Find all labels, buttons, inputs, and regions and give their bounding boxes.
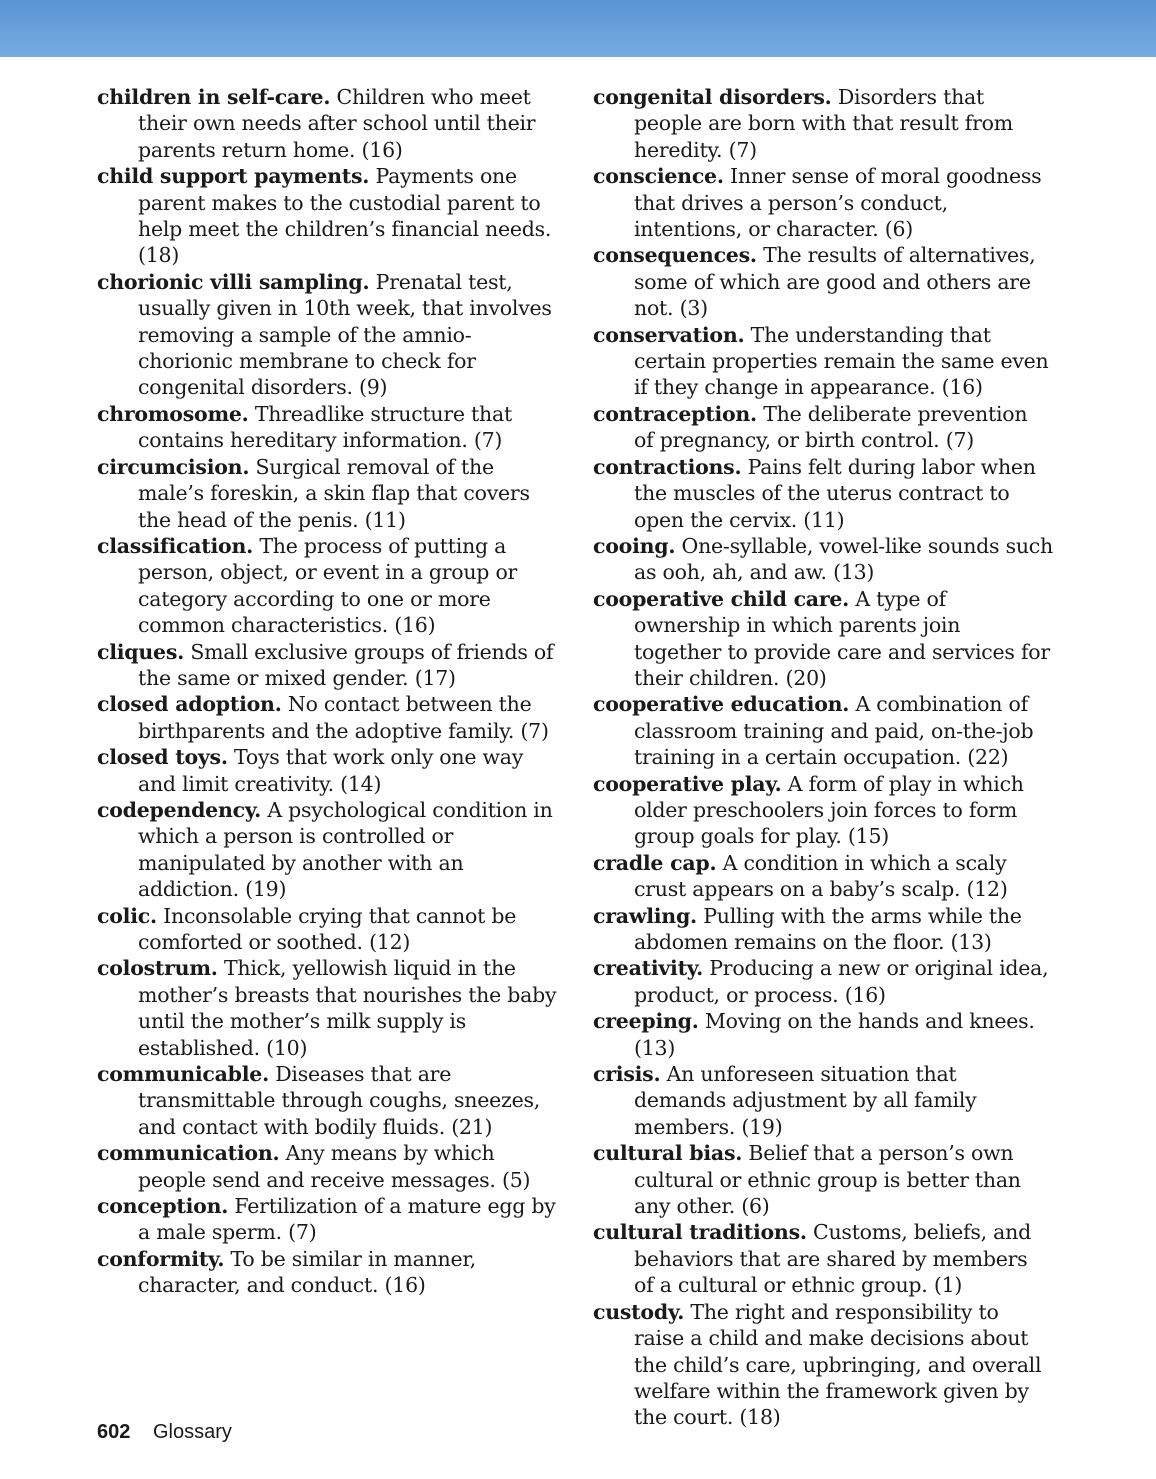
glossary-entry xyxy=(97,84,559,163)
glossary-entry xyxy=(593,84,1053,163)
section-label: Glossary xyxy=(153,1421,232,1443)
glossary-term: closed toys. xyxy=(97,745,228,770)
glossary-entry xyxy=(593,533,1053,586)
glossary-entry xyxy=(593,903,1053,956)
glossary-definition: Payments one parent makes to the custodial parent to help meet the children’s financial needs. (18) xyxy=(138,164,552,268)
glossary-definition: Customs, beliefs, and behaviors that are shared by members of a cultural or ethnic group. (1) xyxy=(634,1220,1031,1298)
glossary-term: conformity. xyxy=(97,1246,225,1271)
glossary-definition: Diseases that are transmittable through coughs, sneezes, and contact with bodily fluids. (21) xyxy=(138,1062,540,1139)
glossary-column-right xyxy=(593,84,1053,1431)
glossary-definition: Producing a new or original idea, product, or process. (16) xyxy=(634,956,1049,1007)
glossary-definition: To be similar in manner, character, and conduct. (16) xyxy=(138,1246,476,1298)
glossary-entry xyxy=(593,771,1053,850)
glossary-definition: The deliberate prevention of pregnancy, or birth control. (7) xyxy=(634,401,1028,453)
glossary-entry xyxy=(593,850,1053,903)
glossary-definition: The process of putting a person, object, or event in a group or category according to one or more common characteristics. (16) xyxy=(138,533,518,638)
glossary-term: conception. xyxy=(97,1194,229,1219)
glossary-term: colostrum. xyxy=(97,956,218,981)
glossary-definition: Children who meet their own needs after school until their parents return home. (16) xyxy=(138,85,536,162)
glossary-definition: A type of ownership in which parents join together to provide care and services for their children. (20) xyxy=(634,586,1050,690)
glossary-term: cultural bias. xyxy=(593,1141,743,1166)
glossary-term: colic. xyxy=(97,903,157,928)
glossary-definition: Prenatal test, usually given in 10th week, that involves removing a sample of the amnio-chorionic membrane to check for congenital disorders. (9) xyxy=(138,269,552,400)
glossary-entry xyxy=(97,454,559,533)
glossary-definition: Pulling with the arms while the abdomen remains on the floor. (13) xyxy=(634,903,1022,954)
glossary-term: contraception. xyxy=(593,401,757,426)
glossary-definition: Pains felt during labor when the muscles of the uterus contract to open the cervix. (11) xyxy=(634,454,1036,532)
glossary-definition: Disorders that people are born with that result from heredity. (7) xyxy=(634,85,1013,162)
page-number: 602 xyxy=(97,1421,131,1443)
glossary-entry xyxy=(593,1140,1053,1219)
glossary-entry xyxy=(593,322,1053,401)
glossary-entry xyxy=(97,955,559,1061)
glossary-term: congenital disorders. xyxy=(593,85,832,109)
glossary-definition: A condition in which a scaly crust appears on a baby’s scalp. (12) xyxy=(634,850,1008,902)
glossary-entry xyxy=(97,903,559,956)
glossary-term: conservation. xyxy=(593,322,745,347)
glossary-definition: Small exclusive groups of friends of the same or mixed gender. (17) xyxy=(138,639,554,690)
glossary-definition: A combination of classroom training and paid, on-the-job training in a certain occupation. (22) xyxy=(634,692,1034,770)
glossary-definition: One-syllable, vowel-like sounds such as ooh, ah, and aw. (13) xyxy=(634,533,1053,585)
glossary-definition: Fertilization of a mature egg by a male sperm. (7) xyxy=(138,1194,556,1245)
glossary-term: child support payments. xyxy=(97,164,370,189)
glossary-definition: Any means by which people send and receive messages. (5) xyxy=(138,1141,531,1192)
glossary-entry xyxy=(97,691,559,744)
glossary-term: cliques. xyxy=(97,639,185,664)
glossary-entry xyxy=(97,797,559,903)
glossary-entry xyxy=(593,586,1053,692)
glossary-entry xyxy=(97,163,559,269)
glossary-term: chromosome. xyxy=(97,401,249,426)
glossary-definition: Thick, yellowish liquid in the mother’s breasts that nourishes the baby until the mother’s milk supply is established. (10) xyxy=(138,956,557,1060)
glossary-entry xyxy=(593,401,1053,454)
glossary-definition: Inner sense of moral goodness that drives a person’s conduct, intentions, or character. (6) xyxy=(634,164,1042,242)
glossary-term: children in self-care. xyxy=(97,85,331,109)
glossary-term: crawling. xyxy=(593,903,697,928)
glossary-definition: The right and responsibility to raise a child and make decisions about the child’s care, upbringing, and overall welfare within the framework given by the court. (18) xyxy=(634,1299,1042,1430)
glossary-term: chorionic villi sampling. xyxy=(97,269,370,294)
glossary-term: cooperative education. xyxy=(593,692,850,717)
glossary-definition: Inconsolable crying that cannot be comforted or soothed. (12) xyxy=(138,903,517,954)
glossary-definition: Surgical removal of the male’s foreskin, a skin flap that covers the head of the penis. (11) xyxy=(138,454,530,532)
glossary-term: cultural traditions. xyxy=(593,1220,807,1245)
glossary-column-left xyxy=(97,84,559,1299)
glossary-entry xyxy=(593,691,1053,770)
glossary-definition: A form of play in which older preschoolers join forces to form group goals for play. (15) xyxy=(634,771,1024,849)
glossary-definition: An unforeseen situation that demands adjustment by all family members. (19) xyxy=(634,1062,977,1139)
glossary-term: circumcision. xyxy=(97,454,250,479)
glossary-entry xyxy=(97,1193,559,1246)
glossary-term: crisis. xyxy=(593,1062,661,1087)
glossary-entry xyxy=(97,269,559,401)
glossary-definition: The understanding that certain properties remain the same even if they change in appearance. (16) xyxy=(634,322,1049,400)
glossary-entry xyxy=(97,744,559,797)
glossary-term: cooing. xyxy=(593,533,676,558)
glossary-entry xyxy=(593,1061,1053,1140)
glossary-definition: A psychological condition in which a person is controlled or manipulated by another with an addiction. (19) xyxy=(138,797,553,902)
glossary-term: cooperative play. xyxy=(593,771,782,796)
glossary-term: cooperative child care. xyxy=(593,586,850,611)
glossary-term: consequences. xyxy=(593,243,757,268)
glossary-term: cradle cap. xyxy=(593,850,717,875)
glossary-term: creativity. xyxy=(593,956,703,981)
glossary-entry xyxy=(593,454,1053,533)
glossary-entry xyxy=(593,163,1053,242)
glossary-term: codependency. xyxy=(97,797,262,822)
glossary-term: closed adoption. xyxy=(97,692,282,717)
glossary-definition: Moving on the hands and knees. (13) xyxy=(634,1009,1035,1060)
glossary-definition: No contact between the birthparents and the adoptive family. (7) xyxy=(138,692,549,743)
glossary-term: conscience. xyxy=(593,164,724,189)
glossary-entry xyxy=(593,242,1053,321)
glossary-term: communicable. xyxy=(97,1062,269,1087)
glossary-term: contractions. xyxy=(593,454,742,479)
glossary-definition: Toys that work only one way and limit creativity. (14) xyxy=(138,745,524,796)
glossary-entry xyxy=(593,1219,1053,1298)
glossary-definition: The results of alternatives, some of which are good and others are not. (3) xyxy=(634,243,1036,321)
glossary-entry xyxy=(97,1246,559,1299)
header-band xyxy=(0,0,1156,57)
glossary-entry xyxy=(97,1061,559,1140)
glossary-entry xyxy=(593,955,1053,1008)
glossary-entry xyxy=(97,401,559,454)
glossary-definition: Threadlike structure that contains hereditary information. (7) xyxy=(138,401,512,453)
glossary-term: classification. xyxy=(97,533,254,558)
glossary-definition: Belief that a person’s own cultural or ethnic group is better than any other. (6) xyxy=(634,1141,1021,1219)
glossary-entry xyxy=(593,1299,1053,1431)
glossary-entry xyxy=(97,639,559,692)
glossary-term: custody. xyxy=(593,1299,685,1324)
glossary-entry xyxy=(593,1008,1053,1061)
glossary-entry xyxy=(97,1140,559,1193)
glossary-term: creeping. xyxy=(593,1009,699,1034)
glossary-entry xyxy=(97,533,559,639)
glossary-term: communication. xyxy=(97,1141,280,1166)
